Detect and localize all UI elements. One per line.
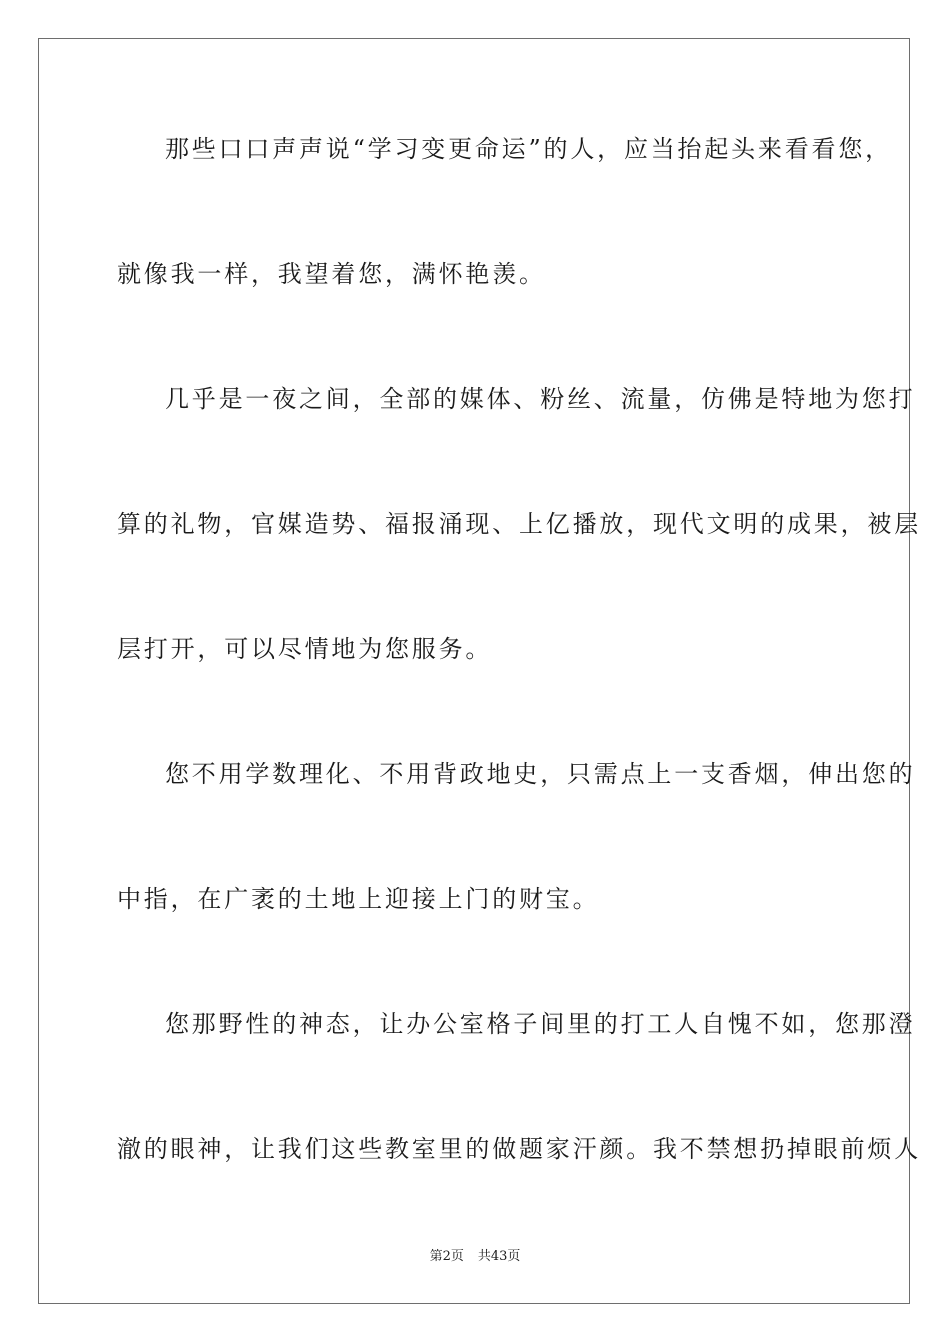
paragraph-2-line-2: 算的礼物，官媒造势、福报涌现、上亿播放，现代文明的成果，被层: [117, 510, 921, 538]
paragraph-4-line-1: 您那野性的神态，让办公室格子间里的打工人自愧不如，您那澄: [165, 1010, 916, 1038]
paragraph-2-line-3: 层打开，可以尽情地为您服务。: [117, 635, 493, 663]
paragraph-2-line-1: 几乎是一夜之间，全部的媒体、粉丝、流量，仿佛是特地为您打: [165, 385, 916, 413]
paragraph-1-line-1: 那些口口声声说“学习变更命运”的人，应当抬起头来看看您，: [165, 135, 892, 163]
page-border: [38, 38, 921, 1304]
paragraph-3-line-2: 中指，在广袤的土地上迎接上门的财宝。: [117, 885, 600, 913]
paragraph-4-line-2: 澈的眼神，让我们这些教室里的做题家汗颜。我不禁想扔掉眼前烦人: [117, 1135, 921, 1163]
paragraph-1-line-2: 就像我一样，我望着您，满怀艳羡。: [117, 260, 546, 288]
page-footer: [0, 1248, 950, 1266]
paragraph-3-line-1: 您不用学数理化、不用背政地史，只需点上一支香烟，伸出您的: [165, 760, 916, 788]
page-number-current: 第2页: [429, 1249, 464, 1264]
page-number-total: 共43页: [477, 1249, 521, 1264]
